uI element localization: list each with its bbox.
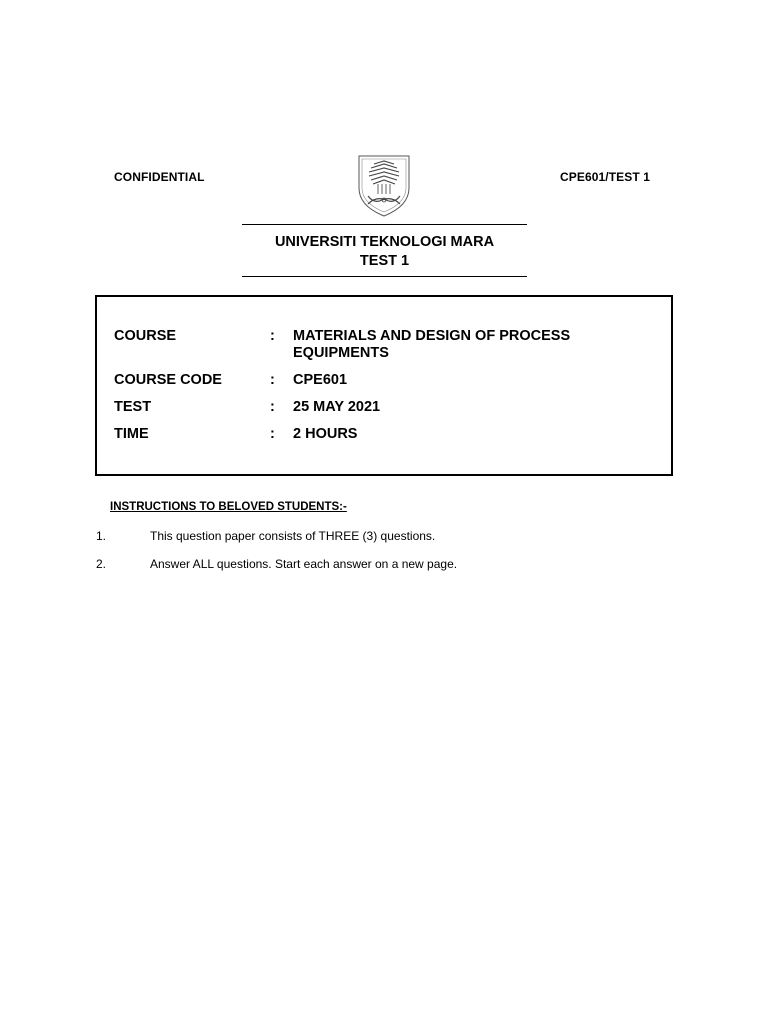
- course-label: COURSE: [114, 328, 177, 344]
- test-date-value: 25 MAY 2021: [293, 399, 381, 415]
- time-colon: :: [270, 426, 275, 442]
- uitm-crest-icon: [356, 154, 412, 218]
- course-colon: :: [270, 328, 275, 344]
- course-value-line1: MATERIALS AND DESIGN OF PROCESS: [293, 328, 571, 344]
- instruction-number: 2.: [96, 557, 107, 571]
- title-bottom-rule: [242, 276, 527, 277]
- instructions-heading: INSTRUCTIONS TO BELOVED STUDENTS:-: [110, 501, 347, 513]
- instruction-text: Answer ALL questions. Start each answer on a new page.: [150, 557, 458, 571]
- confidential-label: CONFIDENTIAL: [114, 170, 205, 184]
- university-name: UNIVERSITI TEKNOLOGI MARA: [274, 234, 495, 250]
- test-date-label: TEST: [114, 399, 152, 415]
- title-top-rule: [242, 224, 527, 225]
- course-value-line2: EQUIPMENTS: [293, 345, 389, 361]
- paper-code: CPE601/TEST 1: [560, 170, 651, 184]
- course-code-value: CPE601: [293, 372, 348, 388]
- instruction-text: This question paper consists of THREE (3) questions.: [150, 529, 436, 543]
- test-date-colon: :: [270, 399, 275, 415]
- course-code-colon: :: [270, 372, 275, 388]
- instruction-number: 1.: [96, 529, 107, 543]
- test-title: TEST 1: [359, 253, 410, 269]
- course-code-label: COURSE CODE: [114, 372, 222, 388]
- time-value: 2 HOURS: [293, 426, 358, 442]
- time-label: TIME: [114, 426, 149, 442]
